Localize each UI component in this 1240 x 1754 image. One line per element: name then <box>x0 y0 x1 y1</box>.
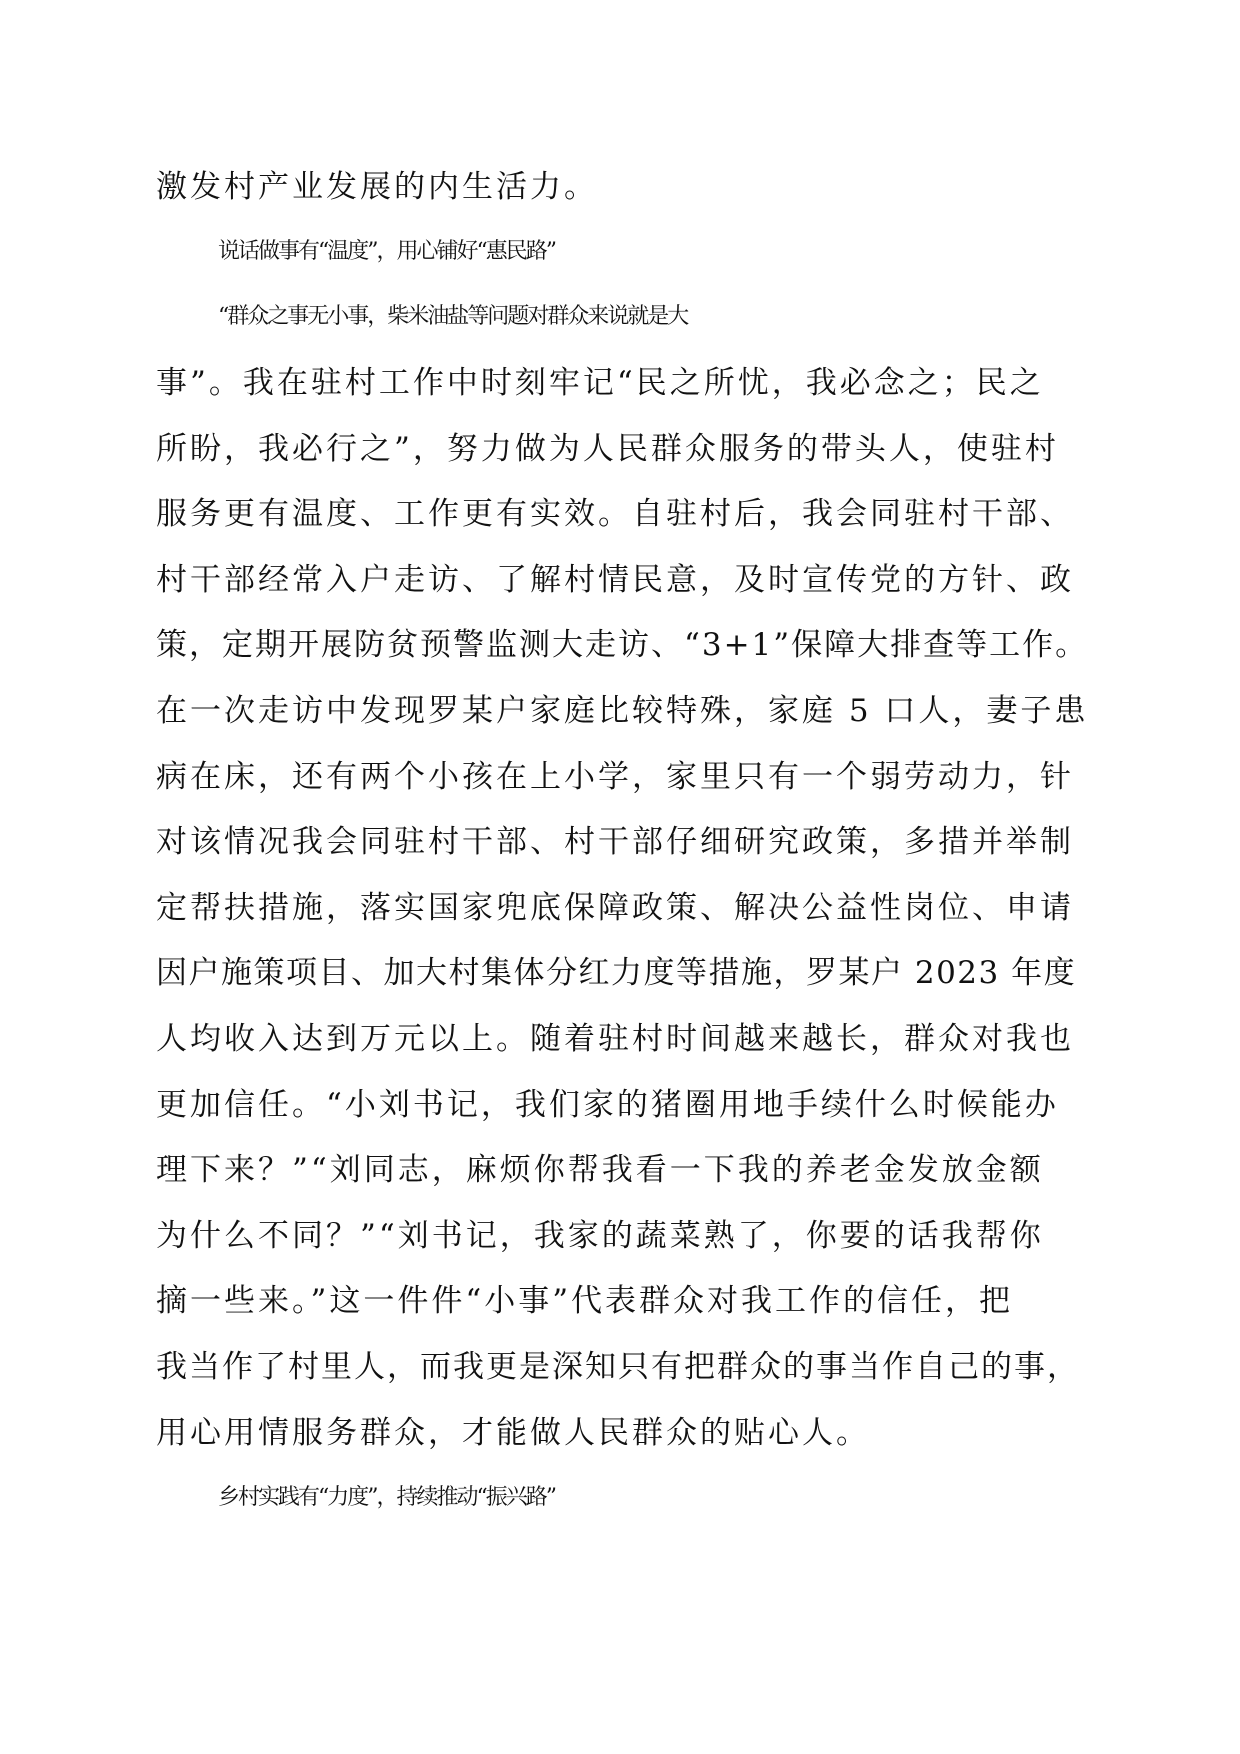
text-line-10: 病在床，还有两个小孩在上小学，家里只有一个弱劳动力，针 <box>156 759 1074 795</box>
text-line-7: 村干部经常入户走访、了解村情民意，及时宣传党的方针、政 <box>156 562 1074 598</box>
section-heading-warmth: 说话做事有“温度”，用心铺好“惠民路” <box>218 239 555 264</box>
text-line-5: 所盼，我必行之”，努力做为人民群众服务的带头人，使驻村 <box>156 431 1059 467</box>
text-line-15: 更加信任。“小刘书记，我们家的猪圈用地手续什么时候能办 <box>156 1087 1059 1123</box>
text-line-6: 服务更有温度、工作更有实效。自驻村后，我会同驻村干部、 <box>156 496 1074 532</box>
text-line-4: 事”。我在驻村工作中时刻牢记“民之所忧，我必念之；民之 <box>156 365 1044 401</box>
text-line-1: 激发村产业发展的内生活力。 <box>156 169 598 205</box>
text-line-3: “群众之事无小事，柴米油盐等问题对群众来说就是大 <box>218 304 688 329</box>
text-line-17: 为什么不同？”“刘书记，我家的蔬菜熟了，你要的话我帮你 <box>156 1218 1044 1254</box>
text-line-11: 对该情况我会同驻村干部、村干部仔细研究政策，多措并举制 <box>156 824 1074 860</box>
text-line-18: 摘一些来。”这一件件“小事”代表群众对我工作的信任，把 <box>156 1283 1014 1319</box>
section-heading-strength: 乡村实践有“力度”，持续推动“振兴路” <box>218 1485 555 1510</box>
text-line-20: 用心用情服务群众，才能做人民群众的贴心人。 <box>156 1415 870 1451</box>
text-line-8: 策，定期开展防贫预警监测大走访、“3+1”保障大排查等工作。 <box>156 627 1089 663</box>
text-line-16: 理下来？”“刘同志，麻烦你帮我看一下我的养老金发放金额 <box>156 1152 1044 1188</box>
text-line-13: 因户施策项目、加大村集体分红力度等措施，罗某户 2023 年度 <box>156 955 1077 991</box>
text-line-14: 人均收入达到万元以上。随着驻村时间越来越长，群众对我也 <box>156 1021 1074 1057</box>
text-line-9: 在一次走访中发现罗某户家庭比较特殊，家庭 5 口人，妻子患 <box>156 693 1089 729</box>
text-line-19: 我当作了村里人，而我更是深知只有把群众的事当作自己的事， <box>156 1349 1080 1385</box>
text-line-12: 定帮扶措施，落实国家兜底保障政策、解决公益性岗位、申请 <box>156 890 1074 926</box>
